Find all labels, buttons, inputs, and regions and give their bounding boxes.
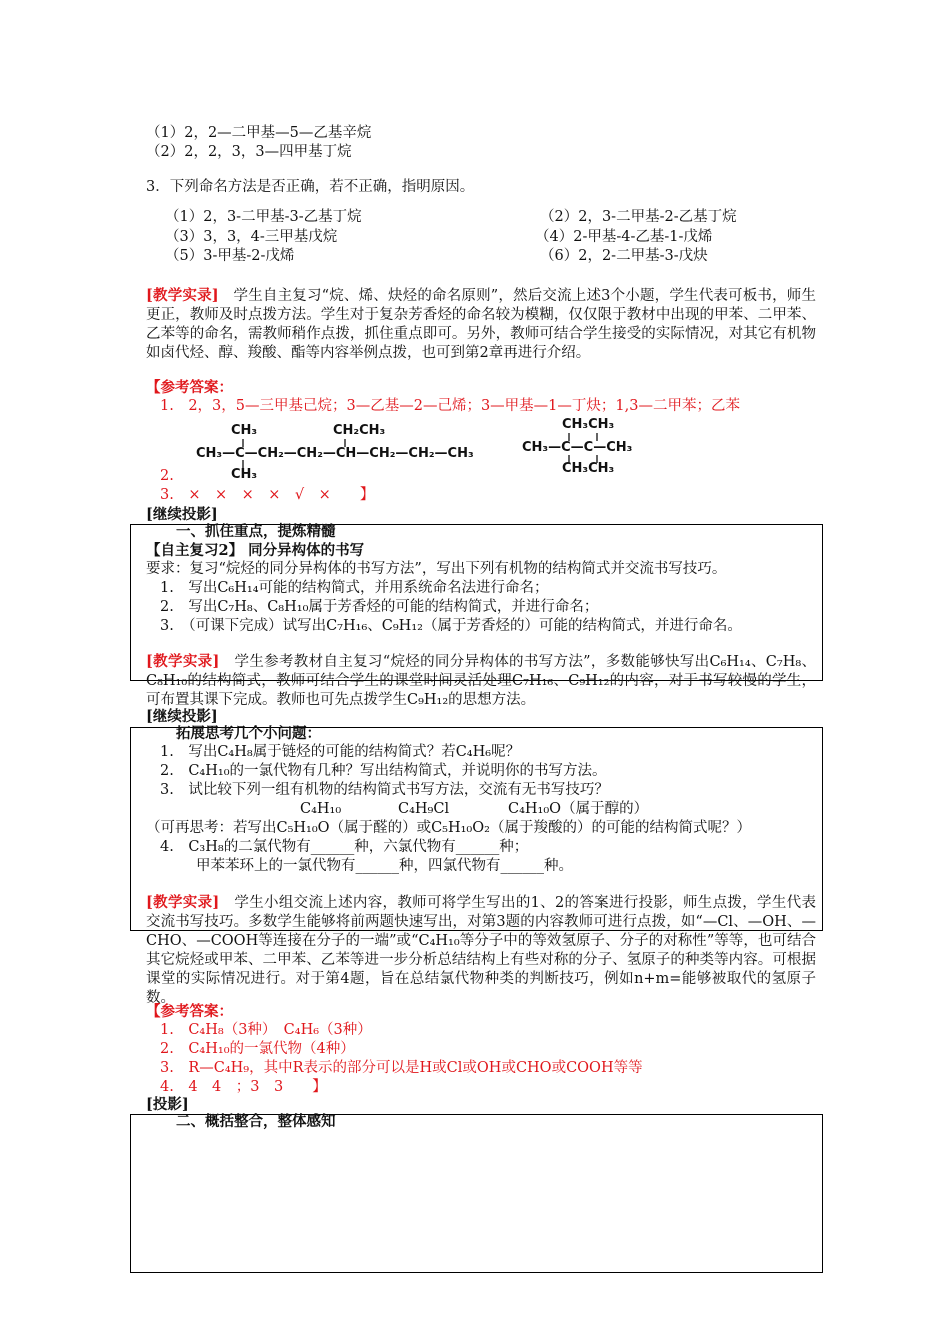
self-review-title: 【自主复习2】 同分异构体的书写: [146, 542, 365, 559]
q3-item-4: （4）2-甲基-4-乙基-1-戊烯: [535, 229, 713, 245]
answer-2-line-3: 3. R—C₄H₉，其中R表示的部分可以是H或Cl或OH或CHO或COOH等等: [160, 1060, 643, 1076]
structure-1-ch3-bottom: CH₃: [231, 467, 258, 482]
answer-line-1: 1. 2，3，5—三甲基己烷；3—乙基—2—己烯；3—甲基—1—丁炔；1,3—二甲苯；乙苯: [160, 398, 740, 414]
requirement-text: 要求：复习“烷烃的同分异构体的书写方法”，写出下列有机物的结构简式并交流书写技巧。: [146, 561, 727, 577]
section-heading-3: 二、概括整合，整体感知: [176, 1113, 336, 1130]
record-tag: [教学实录]: [146, 894, 220, 911]
structure-1-main-chain: CH₃—C—CH₂—CH₂—CH—CH₂—CH₂—CH₃: [196, 446, 474, 461]
answer-title: 【参考答案：: [146, 379, 233, 396]
q3-item-3: （3）3，3，4-三甲基戊烷: [165, 229, 338, 245]
section-heading-1: 一、抓住重点，提炼精髓: [176, 523, 336, 540]
structure-1-ch3-top: CH₃: [231, 423, 258, 438]
teaching-record-1: [146, 286, 816, 363]
record-tag: [教学实录]: [146, 287, 219, 304]
record-text: 学生自主复习“烷、烯、炔烃的命名原则”，然后交流上述3个小题，学生代表可板书，师生更正，教师及时点拨方法。学生对于复杂芳香烃的命名较为模糊，仅仅限于教材中出现的甲苯、二甲苯、乙苯等的命名，需教师稍作点拨，抓住重点即可。另外，教师可结合学生接受的实际情况，对其它有机物如卤代烃、醇、羧酸、酯等内容举例点拨，也可到第2章再进行介绍。: [146, 288, 816, 361]
q3-title: 3．下列命名方法是否正确，若不正确，指明原因。: [146, 179, 475, 195]
structure-1-bonds: [0, 0, 200, 70]
answer-2-line-2: 2. C₄H₁₀的一氯代物（4种）: [160, 1041, 355, 1057]
structure-2-bottom: CH₃CH₃: [562, 461, 615, 476]
structure-2-main: CH₃—C—C—CH₃: [522, 440, 633, 455]
answer-line-3: 3. × × × × √ × 】: [160, 487, 375, 503]
answer-line-2: 2.: [160, 468, 174, 484]
projection-box-3: [130, 1114, 823, 1273]
projection-label-2: [继续投影]: [146, 708, 218, 725]
q3-item-6: （6）2，2-二甲基-3-戊炔: [540, 248, 708, 264]
record-text: 学生小组交流上述内容，教师可将学生写出的1、2的答案进行投影，师生点拨，学生代表交流书写技巧。多数学生能够将前两题快速写出，对第3题的内容教师可进行点拨，如“—Cl、—OH、—CHO、—COOH等连接在分子的一端”或“C₄H₁₀等分子中的等效氢原子、分子的对称性”等等，也可结合其它烷烃或甲苯、二甲苯、乙苯等进一步分析总结结构上有些对称的分子、氢原子的种类等内容。可根据课堂的实际情况进行。对于第4题，旨在总结氯代物种类的判断技巧，例如n+m=能够被取代的氢原子数。: [146, 895, 816, 1006]
review-item-2: 2. 写出C₇H₈、C₈H₁₀属于芳香烃的可能的结构简式，并进行命名；: [160, 599, 599, 615]
answer-2-line-1: 1. C₄H₈（3种） C₄H₆（3种）: [160, 1022, 372, 1038]
think-question-4b: 甲苯苯环上的一氯代物有______种，四氯代物有______种。: [196, 858, 573, 874]
think-note: （可再思考：若写出C₅H₁₀O（属于醛的）或C₅H₁₀O₂（属于羧酸的）的可能的结构简式呢？）: [146, 820, 751, 836]
review-item-3: 3. （可课下完成）试写出C₇H₁₆、C₉H₁₂（属于芳香烃的）可能的结构简式，并进行命名。: [160, 618, 742, 634]
teaching-record-2: [146, 652, 816, 710]
structure-1-ethyl: CH₂CH₃: [333, 423, 386, 438]
q2-item-1: （1）2，2—二甲基—5—乙基辛烷: [146, 125, 372, 141]
think-question-4: 4. C₃H₈的二氯代物有______种，六氯代物有______种；: [160, 839, 529, 855]
answer-2-line-4: 4. 4 4 ；3 3 】: [160, 1079, 327, 1095]
record-text: 学生参考教材自主复习“烷烃的同分异构体的书写方法”，多数能够快写出C₆H₁₄、C₇H₈、C₈H₁₀的结构简式，教师可结合学生的课堂时间灵活处理C₇H₁₆、C₉H₁₂的内容，对于书写较慢的学生，可布置其课下完成。教师也可先点拨学生C₉H₁₂的思想方法。: [146, 654, 816, 708]
formula-c4h9cl: C₄H₉Cl: [398, 801, 450, 817]
structure-2-top: CH₃CH₃: [562, 417, 615, 432]
projection-label-1: [继续投影]: [146, 506, 218, 523]
projection-label-3: [投影]: [146, 1096, 189, 1113]
formula-c4h10: C₄H₁₀: [300, 801, 342, 817]
think-question-3: 3. 试比较下列一组有机物的结构简式书写方法，交流有无书写技巧？: [160, 782, 609, 798]
q3-item-1: （1）2，3-二甲基-3-乙基丁烷: [165, 209, 362, 225]
review-item-1: 1. 写出C₆H₁₄可能的结构简式，并用系统命名法进行命名；: [160, 580, 549, 596]
think-question-2: 2. C₄H₁₀的一氯代物有几种？写出结构简式，并说明你的书写方法。: [160, 763, 607, 779]
q2-item-2: （2）2，2，3，3—四甲基丁烷: [146, 144, 352, 160]
record-tag: [教学实录]: [146, 653, 220, 670]
q3-item-5: （5）3-甲基-2-戊烯: [165, 248, 295, 264]
think-question-1: 1. 写出C₄H₈属于链烃的可能的结构简式？若C₄H₆呢？: [160, 744, 521, 760]
structure-2-bonds: [0, 0, 1, 1]
teaching-record-3: [146, 893, 816, 1008]
q3-item-2: （2）2，3-二甲基-2-乙基丁烷: [540, 209, 737, 225]
answer-title-2: 【参考答案：: [146, 1003, 233, 1020]
formula-c4h10o: C₄H₁₀O（属于醇的）: [508, 801, 649, 817]
section-heading-2: 拓展思考几个小问题：: [176, 725, 321, 742]
